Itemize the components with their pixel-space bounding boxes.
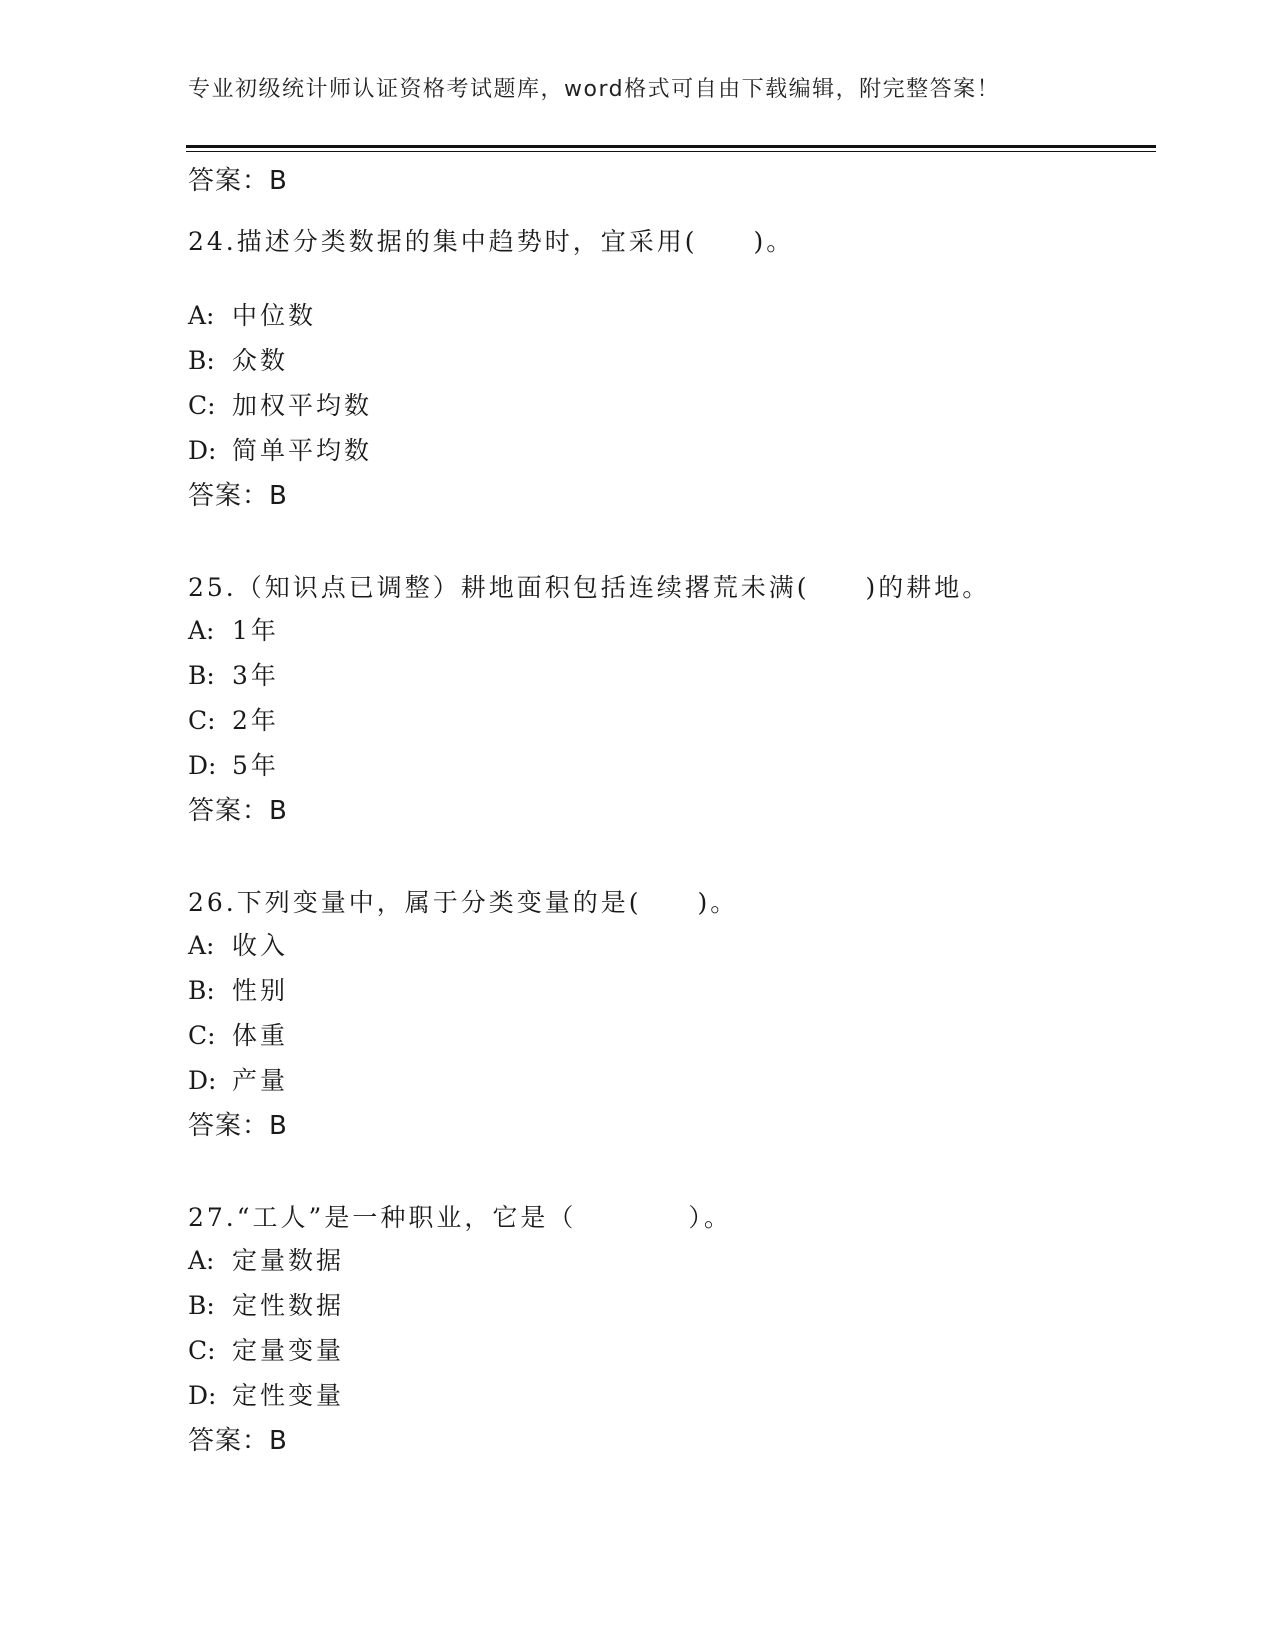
option-letter: A:	[188, 1246, 215, 1275]
question-option	[188, 1241, 344, 1277]
answer-label: 答案：	[188, 796, 270, 826]
answer-value: B	[269, 1426, 288, 1456]
question-option	[188, 296, 316, 332]
option-text: 3年	[232, 661, 279, 690]
question-option	[188, 971, 288, 1007]
question-option	[188, 1061, 288, 1097]
answer-value: B	[269, 166, 288, 196]
answer-label: 答案：	[188, 1426, 270, 1456]
option-letter: C:	[188, 1336, 216, 1365]
question-option	[188, 1286, 344, 1322]
answer-label: 答案：	[188, 1111, 270, 1141]
option-text: 定性变量	[232, 1381, 345, 1410]
option-letter: C:	[188, 391, 216, 420]
option-letter: D:	[188, 1381, 217, 1410]
option-text: 定量数据	[232, 1246, 345, 1275]
answer-label: 答案：	[188, 481, 270, 511]
option-letter: D:	[188, 436, 217, 465]
option-letter: D:	[188, 1066, 217, 1095]
question-stem: 27.“工人”是一种职业，它是（ ）。	[188, 1203, 732, 1232]
option-letter: B:	[188, 661, 215, 690]
option-text: 众数	[232, 346, 289, 375]
answer-value: B	[269, 1111, 288, 1141]
question-answer	[188, 1420, 288, 1457]
question-stem: 26.下列变量中，属于分类变量的是( )。	[188, 888, 739, 917]
option-text: 体重	[232, 1021, 289, 1050]
option-letter: A:	[188, 931, 215, 960]
option-text: 简单平均数	[232, 436, 373, 465]
option-letter: B:	[188, 976, 215, 1005]
question-option	[188, 1376, 344, 1412]
question-answer	[188, 475, 288, 512]
answer-value: B	[269, 481, 288, 511]
question-option	[188, 431, 372, 467]
option-text: 定量变量	[232, 1336, 345, 1365]
option-letter: C:	[188, 706, 216, 735]
question-option	[188, 1016, 288, 1052]
question-option	[188, 701, 279, 737]
option-text: 收入	[232, 931, 289, 960]
option-letter: A:	[188, 301, 215, 330]
question-answer	[188, 790, 288, 827]
option-text: 1年	[232, 616, 279, 645]
question-option	[188, 1331, 344, 1367]
question-option	[188, 926, 288, 962]
option-text: 5年	[232, 751, 279, 780]
option-text: 2年	[232, 706, 279, 735]
answer-value: B	[269, 796, 288, 826]
question-option	[188, 386, 372, 422]
option-text: 产量	[232, 1066, 289, 1095]
option-letter: D:	[188, 751, 217, 780]
answer-label: 答案：	[188, 166, 270, 196]
option-letter: A:	[188, 616, 215, 645]
question-option	[188, 656, 279, 692]
option-letter: B:	[188, 346, 215, 375]
header-rule-thick	[186, 145, 1156, 148]
question-option	[188, 746, 279, 782]
question-option	[188, 611, 279, 647]
option-text: 性别	[232, 976, 289, 1005]
option-text: 加权平均数	[232, 391, 373, 420]
header-rule-thin	[186, 151, 1156, 152]
option-letter: B:	[188, 1291, 215, 1320]
question-answer	[188, 1105, 288, 1142]
question-stem: 25.（知识点已调整）耕地面积包括连续撂荒未满( )的耕地。	[188, 573, 991, 602]
option-text: 中位数	[232, 301, 317, 330]
page-header: 专业初级统计师认证资格考试题库，word格式可自由下载编辑，附完整答案！	[188, 77, 1001, 102]
question-option	[188, 341, 288, 377]
option-text: 定性数据	[232, 1291, 345, 1320]
prev-answer	[188, 160, 288, 197]
option-letter: C:	[188, 1021, 216, 1050]
question-stem: 24.描述分类数据的集中趋势时，宜采用( )。	[188, 227, 795, 256]
